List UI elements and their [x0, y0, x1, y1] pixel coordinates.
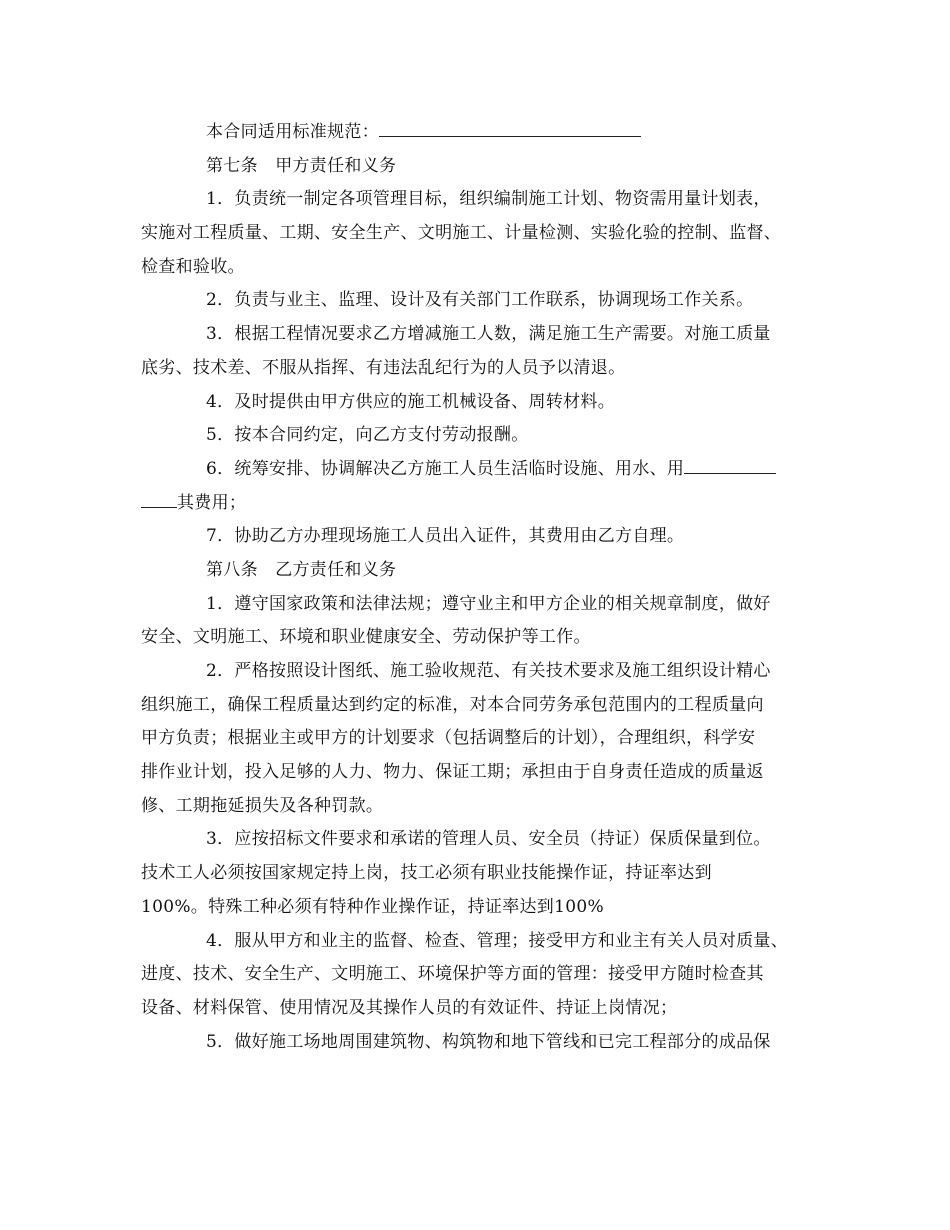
article-8-item-1-line-1: 1．遵守国家政策和法律法规；遵守业主和甲方企业的相关规章制度，做好 [206, 593, 771, 614]
article-8-item-3-line-1: 3．应按招标文件要求和承诺的管理人员、安全员（持证）保质保量到位。 [206, 829, 771, 850]
article-8-item-3-line-2: 技术工人必须按国家规定持上岗，技工必须有职业技能操作证，持证率达到 [141, 863, 712, 884]
article-8-item-1-line-2: 安全、文明施工、环境和职业健康安全、劳动保护等工作。 [141, 627, 591, 648]
article-7-heading: 第七条 甲方责任和义务 [206, 155, 397, 176]
item-6-blank [684, 453, 776, 474]
article-8-item-4-line-2: 进度、技术、安全生产、文明施工、环境保护等方面的管理：接受甲方随时检查其 [141, 964, 764, 985]
article-8-item-2-line-3: 甲方负责；根据业主或甲方的计划要求（包括调整后的计划），合理组织，科学安 [141, 728, 756, 749]
article-7-item-7: 7．协助乙方办理现场施工人员出入证件，其费用由乙方自理。 [206, 526, 685, 547]
article-8-item-2-line-1: 2．严格按照设计图纸、施工验收规范、有关技术要求及施工组织设计精心 [206, 661, 771, 681]
article-7-item-5: 5．按本合同约定，向乙方支付劳动报酬。 [206, 425, 529, 446]
standards-clause [141, 116, 813, 150]
contract-page [141, 116, 813, 1059]
article-8-item-3-line-3: 100%。特殊工种必须有特种作业操作证，持证率达到100% [141, 896, 604, 917]
article-8-item-5-line-1: 5．做好施工场地周围建筑物、构筑物和地下管线和已完工程部分的成品保 [206, 1031, 771, 1052]
article-8-item-2-line-4: 排作业计划，投入足够的人力、物力、保证工期；承担由于自身责任造成的质量返 [141, 762, 764, 783]
article-7-item-6-line-1 [141, 453, 813, 487]
article-8-item-4-line-1: 4．服从甲方和业主的监督、检查、管理；接受甲方和业主有关人员对质量、 [206, 930, 789, 951]
article-7-item-1-line-1: 1．负责统一制定各项管理目标，组织编制施工计划、物资需用量计划表， [206, 189, 771, 210]
article-8-item-2-line-2: 组织施工，确保工程质量达到约定的标准，对本合同劳务承包范围内的工程质量向 [141, 694, 764, 715]
item-6-blank-cont [141, 487, 177, 508]
article-7-item-1-line-3: 检查和验收。 [141, 256, 245, 277]
standards-label: 本合同适用标准规范： [206, 122, 379, 142]
article-7-item-6-line-2 [141, 487, 813, 521]
article-8-heading: 第八条 乙方责任和义务 [206, 559, 397, 580]
article-8-item-2-line-5: 修、工期拖延损失及各种罚款。 [141, 795, 384, 816]
article-7-item-2: 2．负责与业主、监理、设计及有关部门工作联系，协调现场工作关系。 [206, 290, 754, 311]
standards-blank [379, 116, 641, 137]
article-7-item-1-line-2: 实施对工程质量、工期、安全生产、文明施工、计量检测、实验化验的控制、监督、 [141, 223, 782, 244]
article-8-item-4-line-3: 设备、材料保管、使用情况及其操作人员的有效证件、持证上岗情况； [141, 997, 678, 1018]
item-6-text-cont: 其费用； [177, 492, 247, 513]
item-6-text: 6．统筹安排、协调解决乙方施工人员生活临时设施、用水、用 [206, 458, 685, 479]
article-7-item-3-line-1: 3．根据工程情况要求乙方增减施工人数，满足施工生产需要。对施工质量 [206, 324, 771, 345]
article-7-item-4: 4．及时提供由甲方供应的施工机械设备、周转材料。 [206, 391, 616, 412]
article-7-item-3-line-2: 底劣、技术差、不服从指挥、有违法乱纪行为的人员予以清退。 [141, 357, 626, 378]
